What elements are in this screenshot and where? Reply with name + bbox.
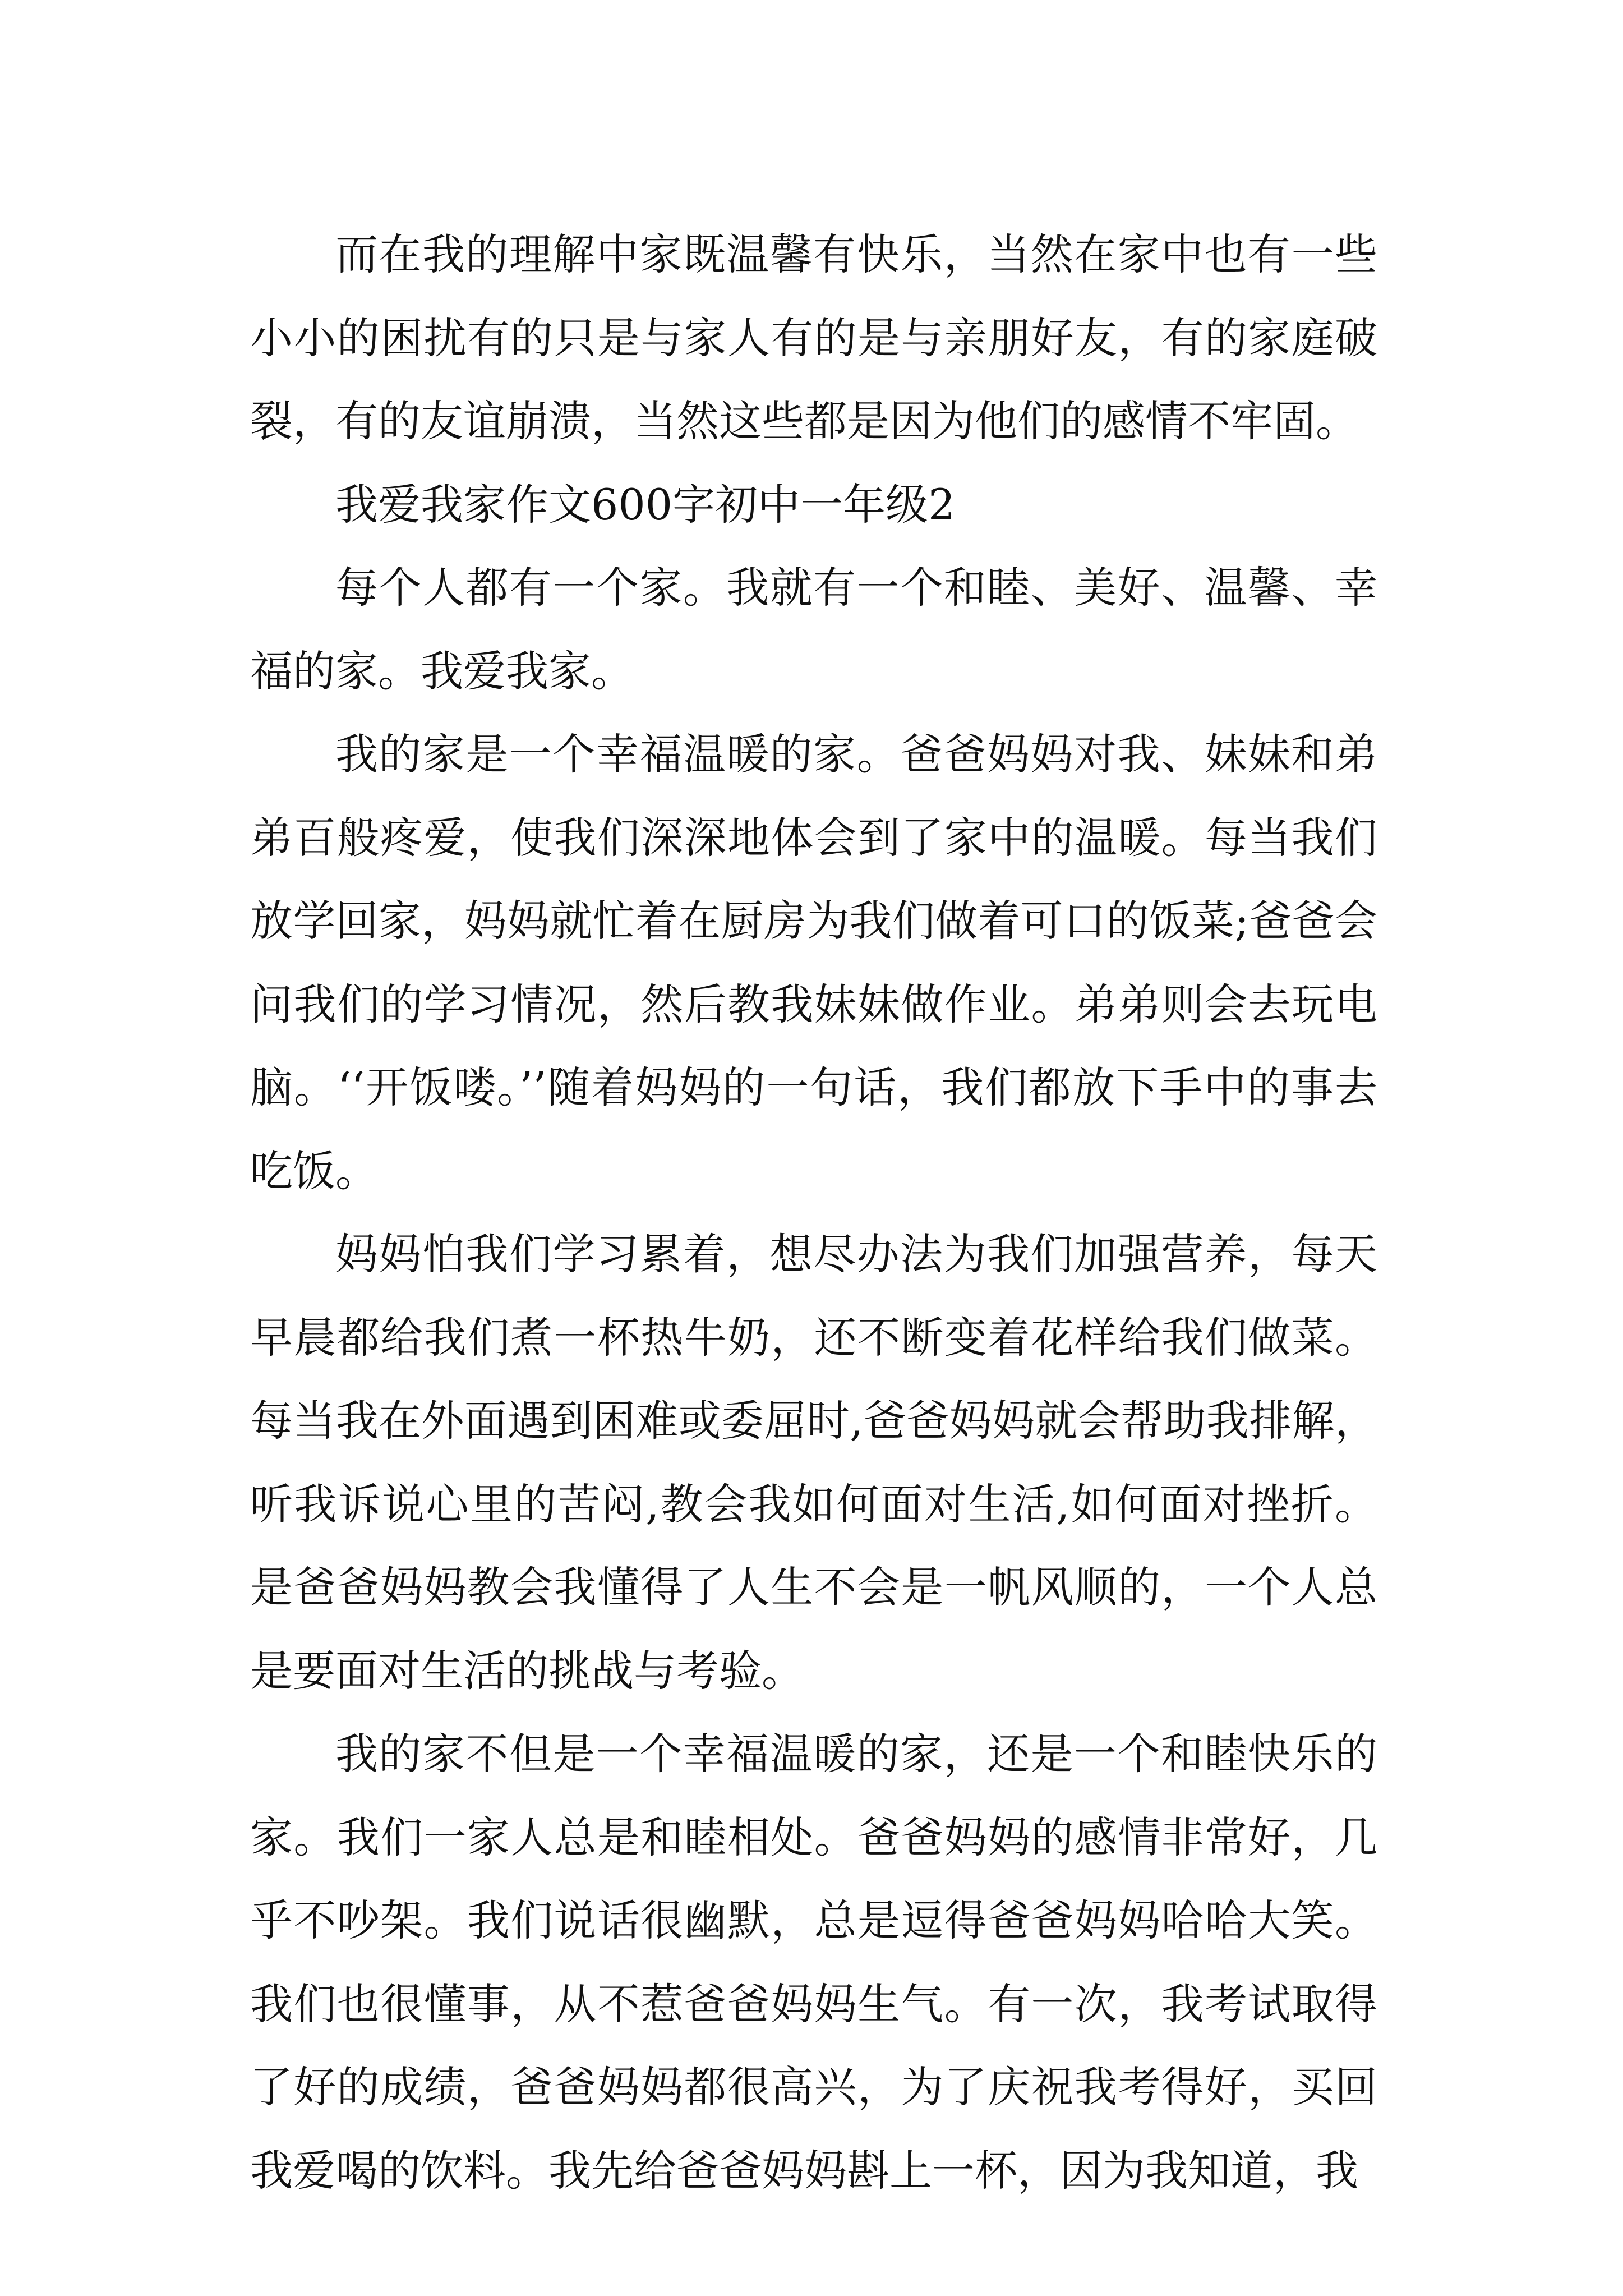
essay-title: 我爱我家作文600字初中一年级2 <box>335 479 956 530</box>
paragraph-harmonious-home: 我的家不但是一个幸福温暖的家，还是一个和睦快乐的家。我们一家人总是和睦相处。爸爸妈妈的感情非常好，几乎不吵架。我们说话很幽默，总是逗得爸爸妈妈哈哈大笑。我们也很懂事，从不惹爸爸妈妈生气。有一次，我考试取得了好的成绩，爸爸妈妈都很高兴，为了庆祝我考得好，买回我爱喝的饮料。我先给爸爸妈妈斟上一杯，因为我知道，我 <box>250 1729 1377 2196</box>
paragraph-warm-home: 我的家是一个幸福温暖的家。爸爸妈妈对我、妹妹和弟弟百般疼爱，使我们深深地体会到了家中的温暖。每当我们放学回家，妈妈就忙着在厨房为我们做着可口的饭菜;爸爸会问我们的学习情况，然后教我妹妹做作业。弟弟则会去玩电脑。‘‘开饭喽。’’随着妈妈的一句话，我们都放下手中的事去吃饭。 <box>250 729 1377 1196</box>
paragraph-mother-care: 妈妈怕我们学习累着，想尽办法为我们加强营养，每天早晨都给我们煮一杯热牛奶，还不断变着花样给我们做菜。每当我在外面遇到困难或委屈时,爸爸妈妈就会帮助我排解，听我诉说心里的苦闷,教会我如何面对生活,如何面对挫折。是爸爸妈妈教会我懂得了人生不会是一帆风顺的，一个人总是要面对生活的挑战与考验。 <box>250 1229 1377 1696</box>
paragraph-intro-ending: 而在我的理解中家既温馨有快乐，当然在家中也有一些小小的困扰有的只是与家人有的是与亲朋好友，有的家庭破裂，有的友谊崩溃，当然这些都是因为他们的感情不牢固。 <box>250 229 1377 446</box>
paragraph-every-family: 每个人都有一个家。我就有一个和睦、美好、温馨、幸福的家。我爱我家。 <box>250 563 1377 696</box>
essay-body <box>250 213 1377 2212</box>
